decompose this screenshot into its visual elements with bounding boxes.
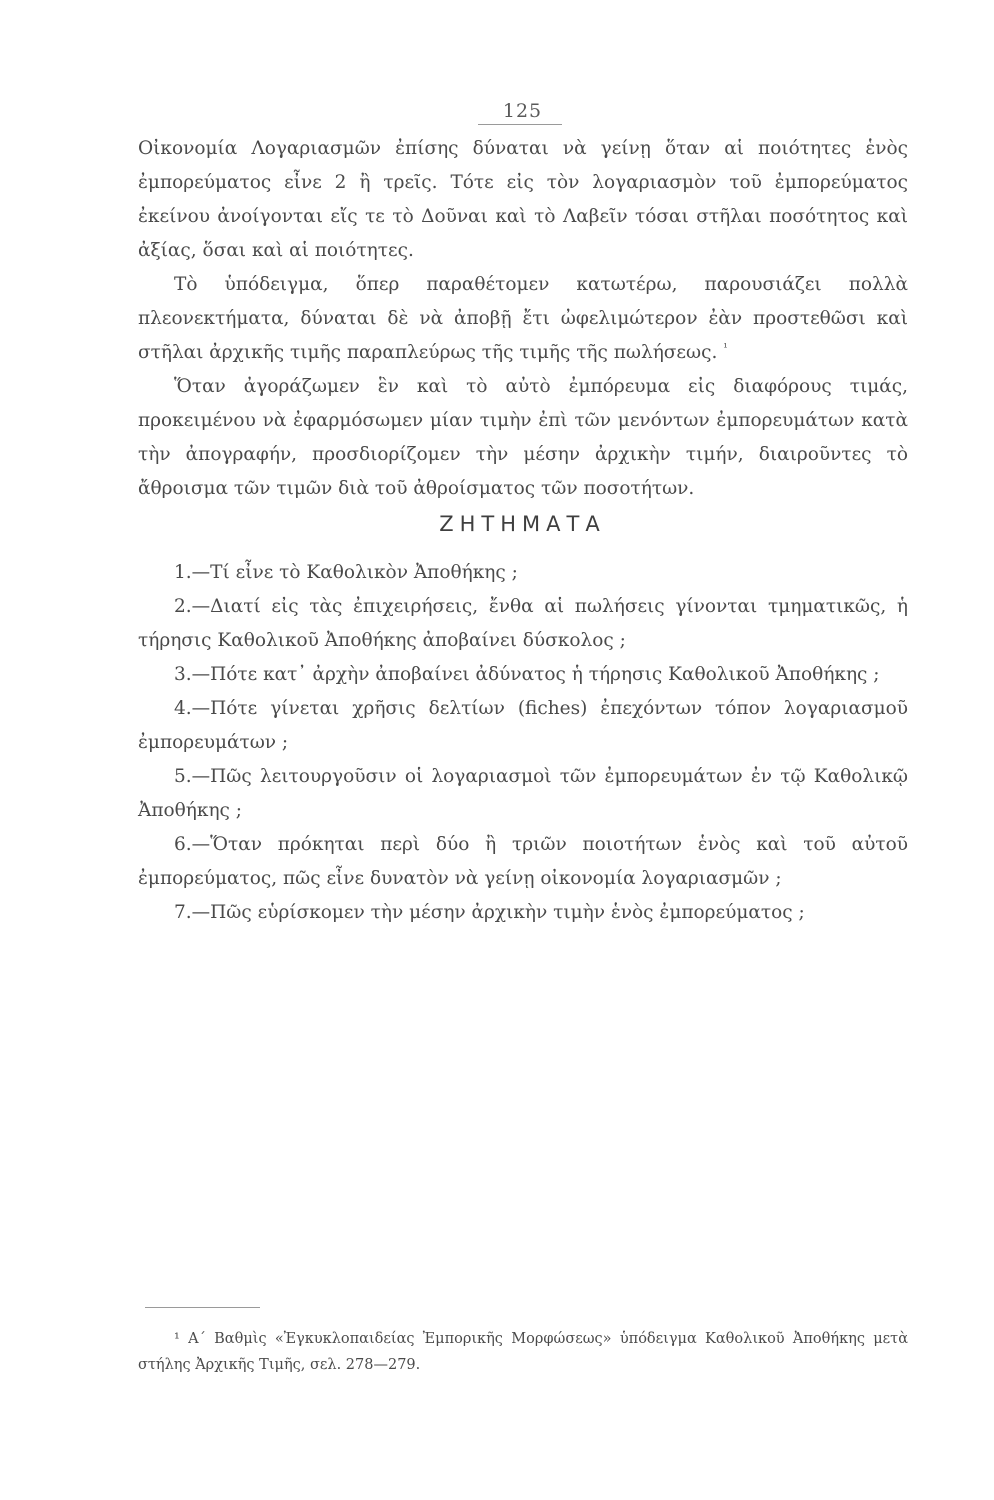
question-item: 7.—Πῶς εὑρίσκομεν τὴν μέσην ἀρχικὴν τιμὴν ἑνὸς ἐμπορεύματος ; [174, 902, 805, 923]
section-title: ΖΗΤΗΜΑΤΑ [439, 512, 606, 536]
question-item: 5.—Πῶς λειτουργοῦσιν οἱ λογαριασμοὶ τῶν ἐμπορευμάτων ἐν τῷ Καθολικῷ Ἀποθήκης ; [138, 766, 908, 821]
page-number-rule [478, 124, 562, 125]
footnote: ¹ Α΄ Βαθμὶς «Ἐγκυκλοπαιδείας Ἐμπορικῆς Μορφώσεως» ὑπόδειγμα Καθολικοῦ Ἀποθήκης μετὰ στήλης Ἀρχικῆς Τιμῆς, σελ. 278—279. [138, 1331, 908, 1373]
question-item: 1.—Τί εἶνε τὸ Καθολικὸν Ἀποθήκης ; [174, 562, 518, 583]
question-item: 4.—Πότε γίνεται χρῆσις δελτίων (fiches) ἐπεχόντων τόπον λογαριασμοῦ ἐμπορευμάτων ; [138, 698, 908, 753]
page-number: 125 [502, 100, 543, 122]
question-item: 3.—Πότε κατ᾽ ἀρχὴν ἀποβαίνει ἀδύνατος ἡ τήρησις Καθολικοῦ Ἀποθήκης ; [174, 664, 880, 685]
paragraph: Ὅταν ἀγοράζωμεν ἓν καὶ τὸ αὐτὸ ἐμπόρευμα εἰς διαφόρους τιμάς, προκειμένου νὰ ἐφαρμόσωμεν μίαν τιμὴν ἐπὶ τῶν μενόντων ἐμπορευμάτων κατὰ τὴν ἀπογραφήν, προσδιορίζομεν τὴν μέσην ἀρχικὴν τιμήν, διαιροῦντες τὸ ἄθροισμα τῶν τιμῶν διὰ τοῦ ἀθροίσματος τῶν ποσοτήτων. [138, 376, 908, 499]
paragraph: Οἰκονομία Λογαριασμῶν ἐπίσης δύναται νὰ γείνῃ ὅταν αἱ ποιότητες ἑνὸς ἐμπορεύματος εἶνε 2 ἢ τρεῖς. Τότε εἰς τὸν λογαριασμὸν τοῦ ἐμπορεύματος ἐκείνου ἀνοίγονται εἴς τε τὸ Δοῦναι καὶ τὸ Λαβεῖν τόσαι στῆλαι ποσότητος καὶ ἀξίας, ὅσαι καὶ αἱ ποιότητες. [138, 138, 908, 261]
paragraph-with-footnote-ref [138, 268, 908, 370]
question-item: 2.—Διατί εἰς τὰς ἐπιχειρήσεις, ἔνθα αἱ πωλήσεις γίνονται τμηματικῶς, ἡ τήρησις Καθολικοῦ Ἀποθήκης ἀποβαίνει δύσκολος ; [138, 596, 908, 651]
paragraph-text: Τὸ ὑπόδειγμα, ὅπερ παραθέτομεν κατωτέρω, παρουσιάζει πολλὰ πλεονεκτήματα, δύναται δὲ νὰ ἀποβῇ ἔτι ὠφελιμώτερον ἐὰν προστεθῶσι καὶ στῆλαι ἀρχικῆς τιμῆς παραπλεύρως τῆς τιμῆς τῆς πωλήσεως. [138, 274, 908, 363]
body-text [138, 132, 908, 506]
footnote-rule [145, 1307, 260, 1308]
question-item: 6.—Ὅταν πρόκηται περὶ δύο ἢ τριῶν ποιοτήτων ἑνὸς καὶ τοῦ αὐτοῦ ἐμπορεύματος, πῶς εἶνε δυνατὸν νὰ γείνῃ οἰκονομία λογαριασμῶν ; [138, 834, 908, 889]
questions-list [138, 556, 908, 930]
footnote-reference: ¹ [723, 340, 728, 354]
